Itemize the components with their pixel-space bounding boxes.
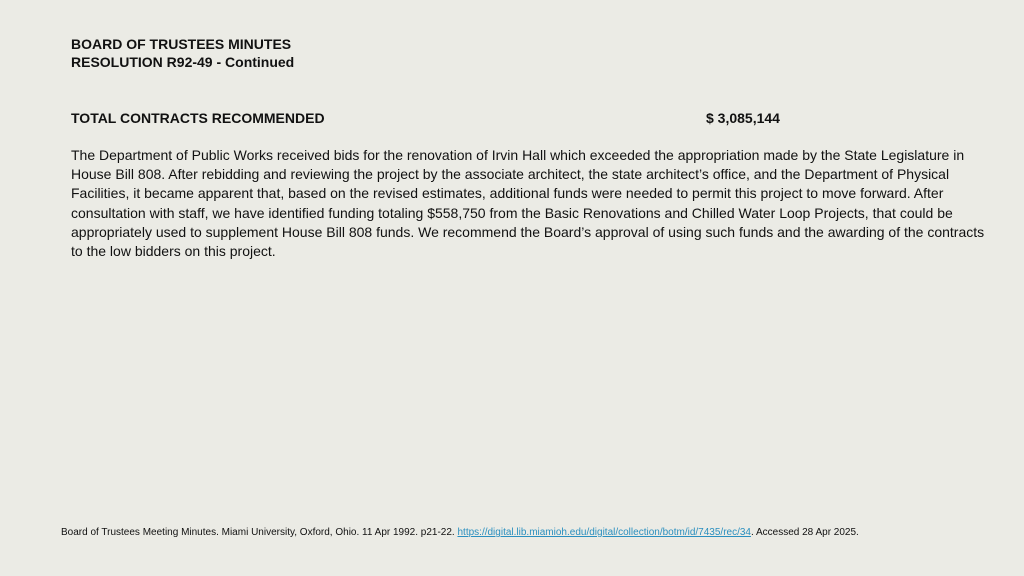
total-contracts-value: $ 3,085,144 [706,110,780,126]
footer-citation [61,526,1011,539]
header-subtitle: RESOLUTION R92-49 - Continued [71,54,295,70]
body-paragraph: The Department of Public Works received bids for the renovation of Irvin Hall which exceeded the appropriation made by the State Legislature in House Bill 808. After rebidding and reviewing the project by the associate architect, the state architect’s office, and the Department of Physical Facilities, it became apparent that, based on the revised estimates, additional funds were needed to permit this project to move forward. After consultation with staff, we have identified funding totaling $558,750 from the Basic Renovations and Chilled Water Loop Projects, that could be appropriately used to supplement House Bill 808 funds. We recommend the Board’s approval of using such funds and the awarding of the contracts to the low bidders on this project. [71,147,985,260]
header-title: BOARD OF TRUSTEES MINUTES [71,36,292,52]
total-contracts-row [71,109,811,127]
citation-prefix: Board of Trustees Meeting Minutes. Miami University, Oxford, Ohio. 11 Apr 1992. p21-22. [61,527,458,538]
total-contracts-label: TOTAL CONTRACTS RECOMMENDED [71,110,325,126]
document-header [71,35,294,71]
citation-link[interactable]: https://digital.lib.miamioh.edu/digital/collection/botm/id/7435/rec/34 [457,527,751,538]
citation-suffix: . Accessed 28 Apr 2025. [750,527,859,538]
